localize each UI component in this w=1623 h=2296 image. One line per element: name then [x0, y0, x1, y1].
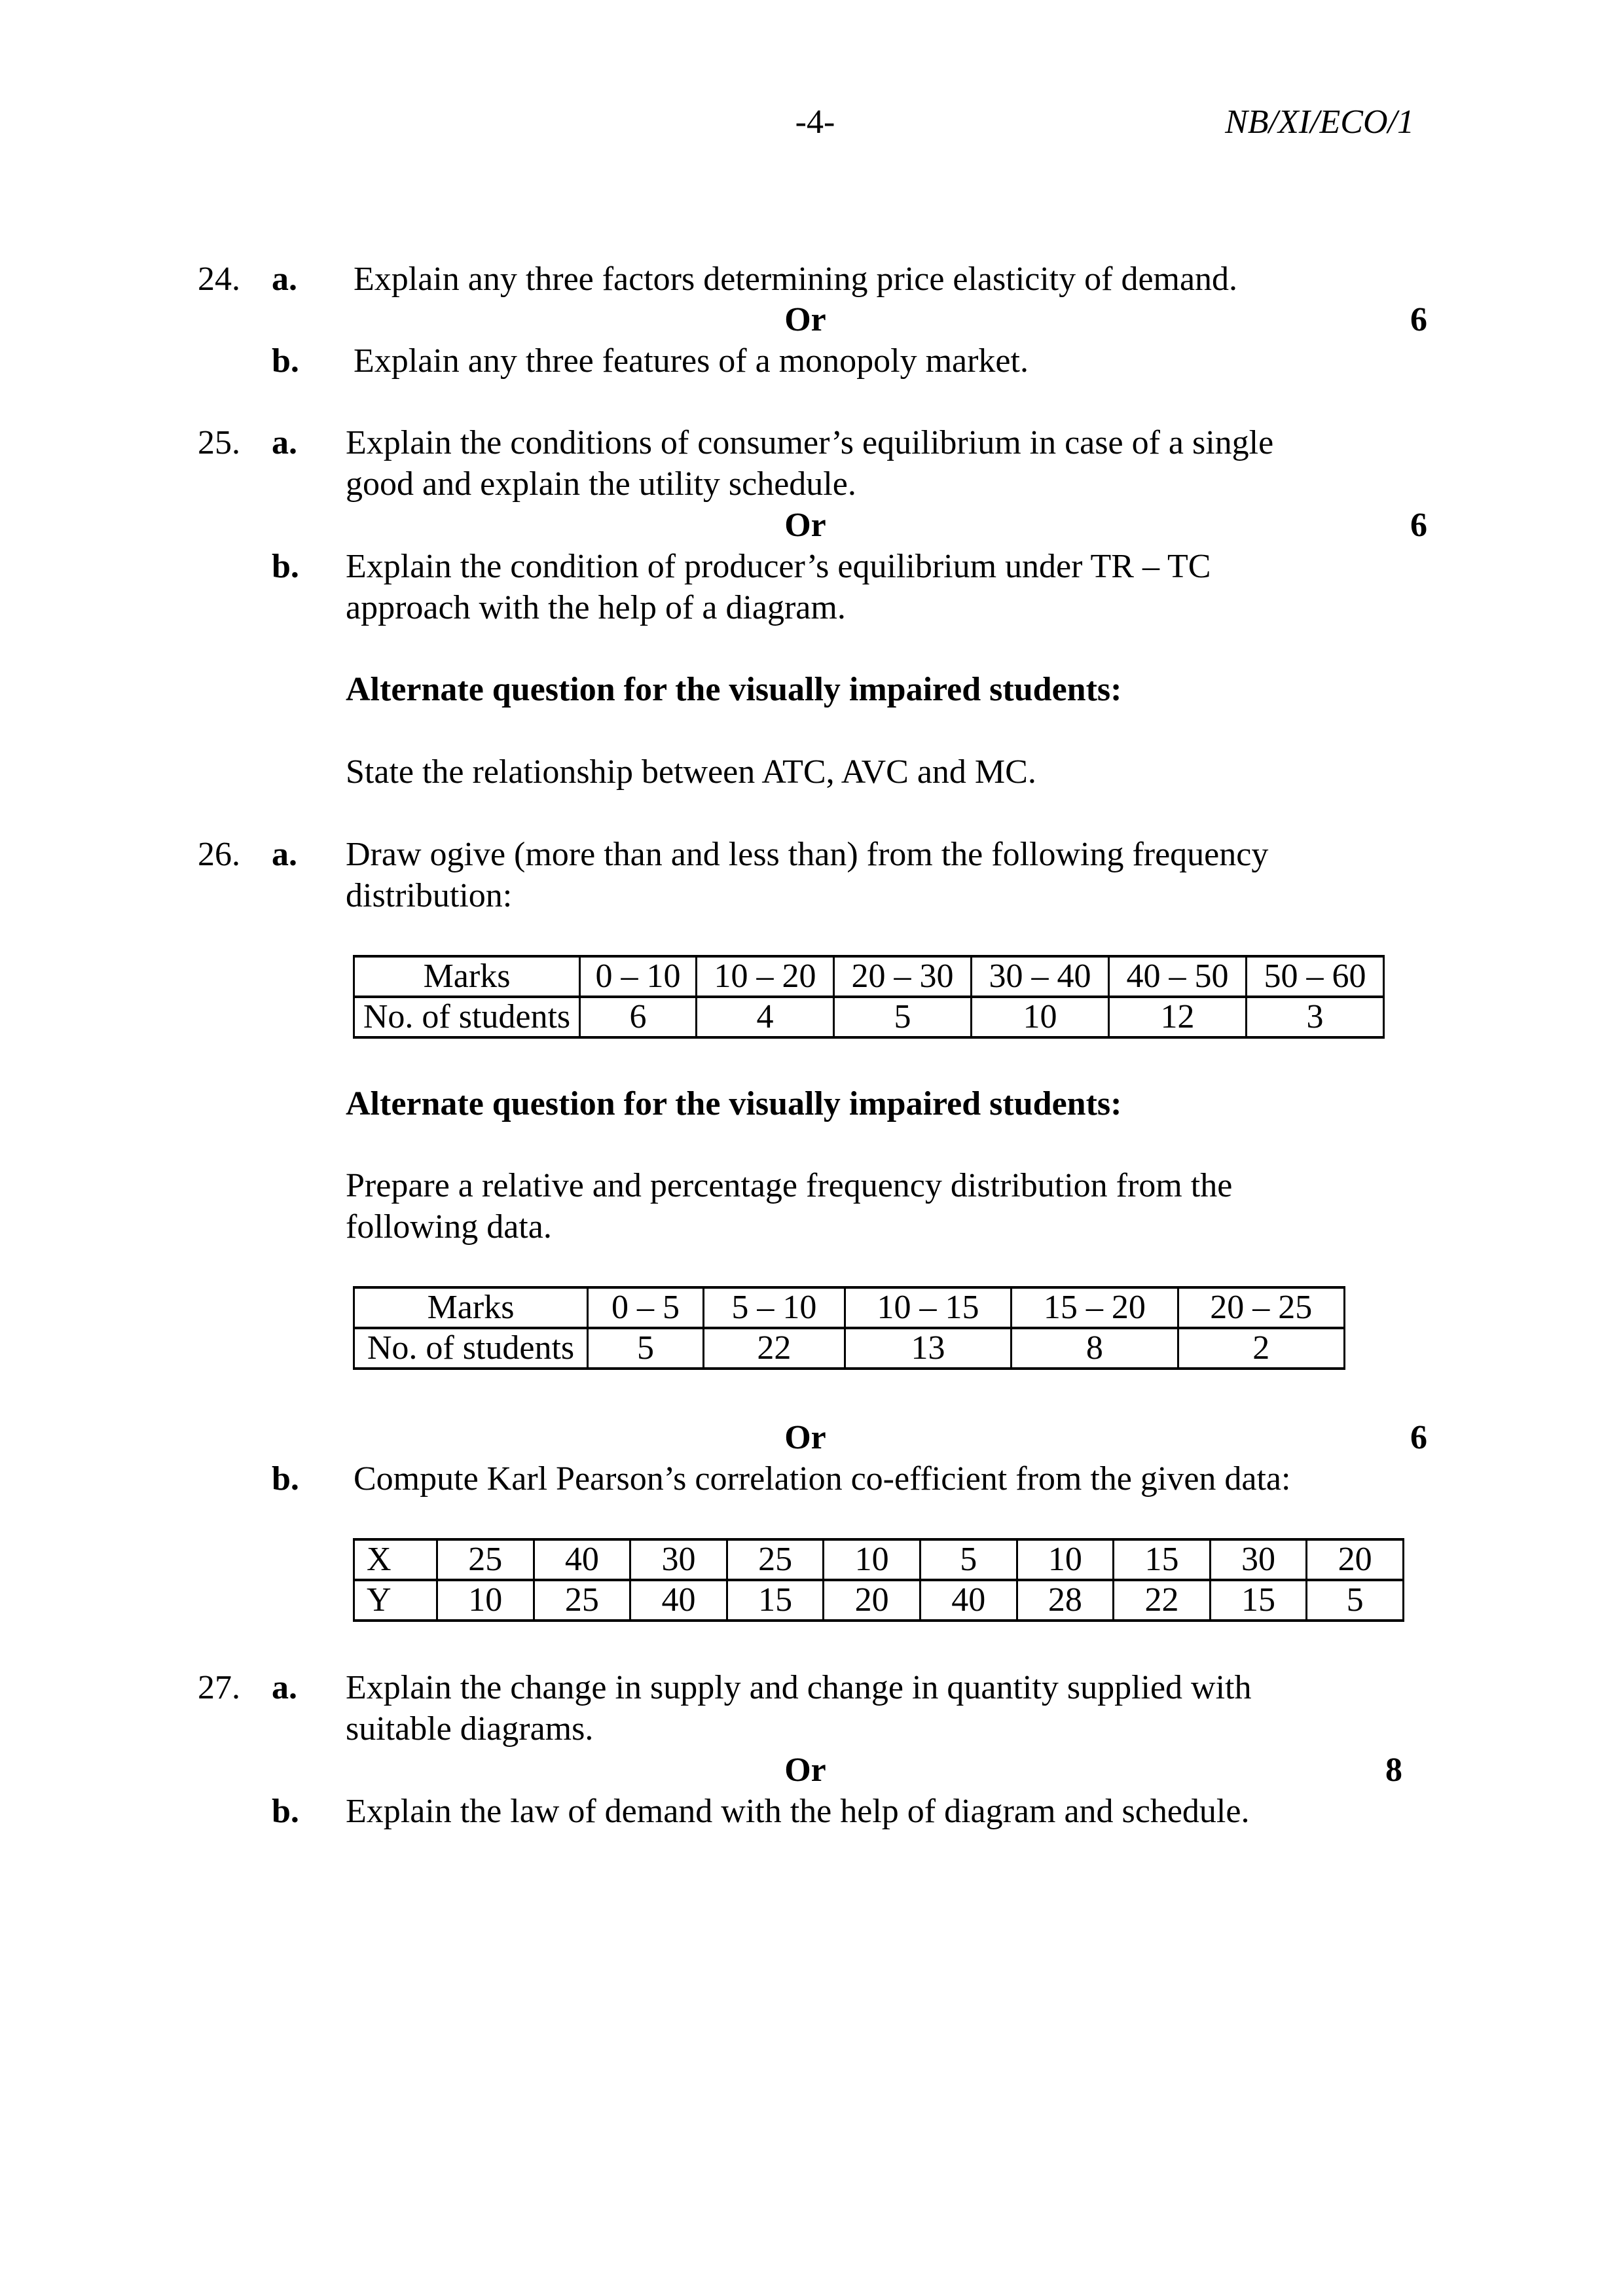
or-separator: Or: [784, 1751, 826, 1789]
question-text-line: Explain the conditions of consumer’s equilibrium in case of a single: [346, 424, 1274, 461]
class-cell: 0 – 10: [580, 956, 697, 997]
sub-label-b: b.: [272, 342, 299, 380]
frequency-cell: 2: [1178, 1328, 1344, 1369]
sub-label-a: a.: [272, 260, 297, 298]
class-cell: 50 – 60: [1246, 956, 1383, 997]
marks: 8: [1385, 1751, 1402, 1789]
y-cell: 22: [1114, 1580, 1211, 1621]
page-number: -4-: [795, 103, 835, 141]
y-cell: 10: [437, 1580, 534, 1621]
frequency-cell: 10: [972, 997, 1109, 1037]
question-text-line: Explain the change in supply and change in quantity supplied with: [346, 1669, 1252, 1706]
question-number: 24.: [198, 260, 240, 298]
sub-label-b: b.: [272, 1793, 299, 1830]
frequency-table: [353, 955, 1385, 1039]
x-cell: 15: [1114, 1539, 1211, 1580]
question-text-line: good and explain the utility schedule.: [346, 465, 856, 503]
question-text-line: Explain the condition of producer’s equilibrium under TR – TC: [346, 548, 1211, 585]
row-header: No. of students: [354, 1328, 588, 1369]
class-cell: 5 – 10: [704, 1287, 845, 1328]
y-cell: 15: [727, 1580, 824, 1621]
frequency-cell: 4: [697, 997, 834, 1037]
frequency-cell: 13: [845, 1328, 1011, 1369]
frequency-cell: 12: [1109, 997, 1247, 1037]
x-cell: 40: [534, 1539, 630, 1580]
x-cell: 30: [630, 1539, 727, 1580]
y-cell: 40: [920, 1580, 1017, 1621]
row-header: No. of students: [354, 997, 580, 1037]
or-separator: Or: [784, 507, 826, 544]
frequency-cell: 5: [588, 1328, 704, 1369]
x-cell: 10: [824, 1539, 921, 1580]
or-separator: Or: [784, 301, 826, 338]
question-text: Explain any three factors determining price elasticity of demand.: [354, 260, 1238, 298]
x-cell: 5: [920, 1539, 1017, 1580]
question-text: Explain any three features of a monopoly market.: [354, 342, 1029, 380]
or-separator: Or: [784, 1419, 826, 1456]
marks: 6: [1410, 507, 1427, 544]
table-row: [354, 1539, 1404, 1580]
sub-label-a: a.: [272, 424, 297, 461]
frequency-cell: 22: [704, 1328, 845, 1369]
alternate-heading: Alternate question for the visually impaired students:: [346, 671, 1122, 708]
table-row: [354, 997, 1384, 1037]
class-cell: 40 – 50: [1109, 956, 1247, 997]
x-cell: 20: [1307, 1539, 1404, 1580]
frequency-cell: 5: [834, 997, 972, 1037]
row-header: Marks: [354, 1287, 588, 1328]
frequency-cell: 3: [1246, 997, 1383, 1037]
y-cell: 28: [1017, 1580, 1114, 1621]
x-cell: 25: [437, 1539, 534, 1580]
y-cell: 40: [630, 1580, 727, 1621]
question-text-line: distribution:: [346, 877, 513, 914]
table-row: [354, 1328, 1345, 1369]
sub-label-a: a.: [272, 1669, 297, 1706]
class-cell: 20 – 30: [834, 956, 972, 997]
alternate-text-line: following data.: [346, 1208, 552, 1246]
question-text-line: suitable diagrams.: [346, 1710, 594, 1748]
question-number: 27.: [198, 1669, 240, 1706]
row-header: X: [354, 1539, 437, 1580]
question-text-line: Draw ogive (more than and less than) from the following frequency: [346, 836, 1269, 873]
y-cell: 15: [1210, 1580, 1307, 1621]
question-text: Compute Karl Pearson’s correlation co-efficient from the given data:: [354, 1460, 1291, 1498]
class-cell: 0 – 5: [588, 1287, 704, 1328]
alternate-heading: Alternate question for the visually impaired students:: [346, 1085, 1122, 1122]
x-cell: 10: [1017, 1539, 1114, 1580]
row-header: Marks: [354, 956, 580, 997]
question-text: Explain the law of demand with the help of diagram and schedule.: [346, 1793, 1250, 1830]
table-row: [354, 956, 1384, 997]
question-text-line: approach with the help of a diagram.: [346, 589, 846, 626]
y-cell: 25: [534, 1580, 630, 1621]
marks: 6: [1410, 301, 1427, 338]
y-cell: 5: [1307, 1580, 1404, 1621]
x-cell: 30: [1210, 1539, 1307, 1580]
correlation-table: [353, 1538, 1404, 1622]
table-row: [354, 1287, 1345, 1328]
row-header: Y: [354, 1580, 437, 1621]
question-number: 26.: [198, 836, 240, 873]
class-cell: 10 – 20: [697, 956, 834, 997]
alternate-frequency-table: [353, 1286, 1345, 1370]
marks: 6: [1410, 1419, 1427, 1456]
sub-label-b: b.: [272, 1460, 299, 1498]
class-cell: 30 – 40: [972, 956, 1109, 997]
alternate-text: State the relationship between ATC, AVC and MC.: [346, 753, 1036, 791]
frequency-cell: 6: [580, 997, 697, 1037]
class-cell: 20 – 25: [1178, 1287, 1344, 1328]
sub-label-b: b.: [272, 548, 299, 585]
question-number: 25.: [198, 424, 240, 461]
sub-label-a: a.: [272, 836, 297, 873]
class-cell: 10 – 15: [845, 1287, 1011, 1328]
alternate-text-line: Prepare a relative and percentage frequency distribution from the: [346, 1167, 1233, 1204]
class-cell: 15 – 20: [1012, 1287, 1178, 1328]
y-cell: 20: [824, 1580, 921, 1621]
frequency-cell: 8: [1012, 1328, 1178, 1369]
x-cell: 25: [727, 1539, 824, 1580]
table-row: [354, 1580, 1404, 1621]
paper-code: NB/XI/ECO/1: [1225, 103, 1414, 141]
